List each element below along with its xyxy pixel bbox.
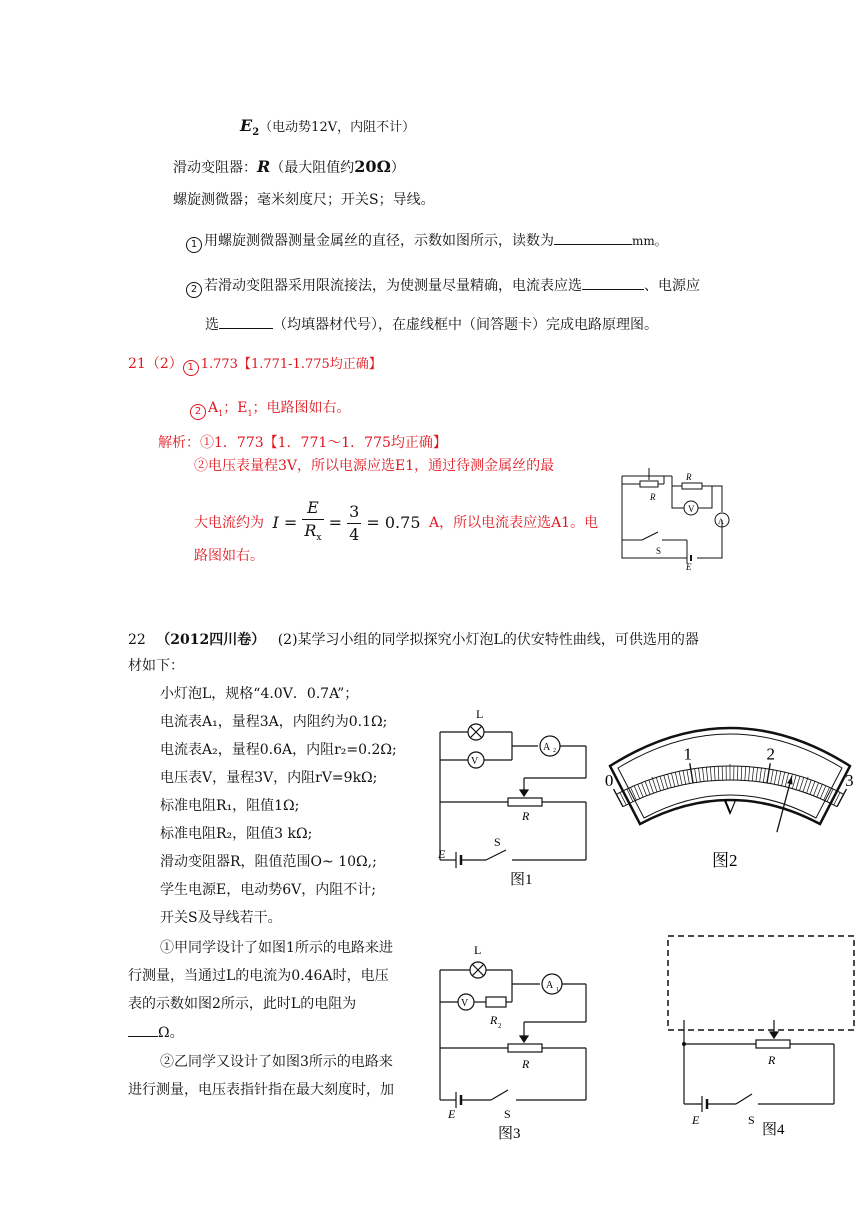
ans-label-R: R bbox=[650, 492, 656, 502]
figure-2-voltmeter bbox=[600, 708, 860, 888]
meter-tick bbox=[785, 773, 788, 787]
formula-3: 3 bbox=[347, 501, 361, 524]
fig3-label-R: R bbox=[522, 1057, 530, 1071]
meter-tick bbox=[679, 771, 682, 785]
list-item: 滑动变阻器R，阻值范围O~ 10Ω,; bbox=[160, 854, 377, 870]
meter-tick bbox=[778, 771, 781, 785]
q1-number-circle: 1 bbox=[186, 237, 202, 253]
fig3-label-S: S bbox=[504, 1107, 511, 1121]
meter-tick bbox=[683, 771, 686, 785]
fig1-label-L: L bbox=[476, 707, 484, 721]
explanation-line2: ②电压表量程3V，所以电源应选E1，通过待测金属丝的最 bbox=[194, 458, 555, 474]
meter-unit: V bbox=[722, 794, 738, 819]
q22-header bbox=[128, 630, 699, 650]
rheo-desc-a: （最大阻值约 bbox=[270, 160, 355, 176]
answer21-line1 bbox=[128, 354, 382, 376]
meter-tick bbox=[763, 769, 765, 783]
fig1-label-R: R bbox=[522, 809, 530, 823]
figure-1-circuit bbox=[436, 702, 596, 892]
meter-needle bbox=[777, 776, 792, 832]
expl-label: 解析： bbox=[158, 435, 200, 451]
list-item: 电压表V，量程3V，内阻rV=9kΩ; bbox=[160, 770, 378, 786]
formula-x: x bbox=[316, 533, 322, 544]
expl-3b: A，所以电流表应选A1。电 bbox=[428, 515, 599, 532]
fig1-label-A2: A bbox=[543, 742, 551, 753]
fig4-label-S: S bbox=[748, 1113, 755, 1127]
meter-tick bbox=[745, 767, 746, 781]
svg-text:2: 2 bbox=[498, 1022, 502, 1030]
meter-tick bbox=[741, 766, 742, 780]
q2-line2 bbox=[205, 314, 658, 335]
fig1-label-S: S bbox=[494, 835, 501, 849]
q1-answer-blank[interactable] bbox=[554, 230, 632, 245]
q2-text-b: 、电源应 bbox=[644, 278, 700, 294]
meter-tick bbox=[702, 768, 704, 782]
a2-number-circle: 2 bbox=[190, 404, 206, 420]
ans-label-Rx: R bbox=[686, 472, 692, 482]
list-item: 标准电阻R₁，阻值1Ω; bbox=[160, 798, 300, 814]
list-item: 电流表A₁，量程3A，内阻约为0.1Ω; bbox=[160, 714, 388, 730]
meter-tick bbox=[714, 767, 715, 781]
fig4-caption: 图4 bbox=[762, 1122, 785, 1138]
figure-3-circuit bbox=[436, 940, 596, 1145]
figure-4-circuit bbox=[664, 932, 856, 1144]
fig3-label-A1: A bbox=[546, 980, 554, 991]
meter-tick bbox=[645, 781, 650, 794]
meter-tick bbox=[774, 771, 777, 785]
answer21-line2 bbox=[190, 398, 351, 424]
meter-tick bbox=[752, 767, 753, 781]
rheo-symbol: R bbox=[257, 157, 271, 176]
ans-label-E: E bbox=[686, 562, 692, 572]
q2-ammeter-blank[interactable] bbox=[582, 275, 644, 290]
e2-line bbox=[240, 116, 415, 143]
fig3-label-R2: R bbox=[490, 1013, 498, 1027]
ans-label-V: V bbox=[688, 504, 695, 514]
a2-sub-a: 1 bbox=[218, 408, 224, 418]
meter-tick bbox=[687, 770, 689, 784]
tools-line: 螺旋测微器；毫米刻度尺；开关S；导线。 bbox=[173, 192, 435, 208]
q2-source-blank[interactable] bbox=[219, 314, 273, 329]
a1-number-circle: 1 bbox=[183, 360, 199, 376]
ans-label-A: A bbox=[718, 517, 724, 526]
formula-4: 4 bbox=[349, 524, 360, 544]
e2-desc: （电动势12V，内阻不计） bbox=[259, 120, 416, 135]
p1-line-c: 表的示数如图2所示，此时L的电阻为 bbox=[128, 996, 357, 1012]
fig1-label-V: V bbox=[471, 756, 479, 767]
meter-tick bbox=[810, 781, 815, 794]
formula-E: E bbox=[302, 497, 323, 520]
explanation-line3 bbox=[194, 497, 598, 549]
meter-tick bbox=[749, 767, 750, 781]
fig3-label-L: L bbox=[474, 943, 482, 957]
p1-line-a: ①甲同学设计了如图1所示的电路来进 bbox=[160, 940, 393, 956]
meter-tick bbox=[668, 774, 672, 788]
expl-1: ①1．773【1．771～1．775均正确】 bbox=[200, 435, 447, 451]
fig1-caption: 图1 bbox=[510, 872, 533, 888]
meter-tick-label: 0 bbox=[604, 770, 614, 790]
current-formula: I = $\frac{E}{R_x}$ = $\frac{3}{4}$ = 0.75 bbox=[272, 497, 420, 549]
meter-tick bbox=[760, 768, 762, 782]
rheo-desc-b: ） bbox=[390, 160, 405, 176]
fig3-label-V: V bbox=[461, 998, 469, 1009]
resistance-blank[interactable] bbox=[128, 1022, 158, 1037]
meter-tick bbox=[806, 780, 811, 793]
p2-line-b: 进行测量，电压表指针指在最大刻度时，加 bbox=[128, 1082, 394, 1098]
e2-sub: 2 bbox=[252, 126, 260, 138]
fig2-caption: 图2 bbox=[712, 851, 738, 870]
explanation-line1 bbox=[158, 433, 447, 453]
meter-tick bbox=[671, 773, 674, 787]
meter-tick bbox=[690, 763, 693, 783]
expl-3a: 大电流约为 bbox=[194, 515, 264, 532]
q22-number: 22 bbox=[128, 632, 146, 648]
meter-tick bbox=[792, 775, 796, 788]
q2-line2-a: 选 bbox=[205, 317, 219, 333]
formula-frac-ER bbox=[302, 497, 323, 549]
meter-tick bbox=[656, 777, 660, 790]
meter-tick bbox=[699, 768, 701, 782]
fig4-label-R: R bbox=[768, 1053, 776, 1067]
svg-text:2: 2 bbox=[553, 748, 556, 754]
p1-line-d bbox=[128, 1022, 184, 1043]
q1-text: 用螺旋测微器测量金属丝的直径，示数如图所示，读数为 bbox=[204, 233, 554, 249]
e2-symbol: E bbox=[240, 116, 253, 135]
a2-sub-b: 1 bbox=[247, 408, 253, 418]
list-item: 学生电源E，电动势6V，内阻不计; bbox=[160, 882, 376, 898]
formula-Rx: R bbox=[304, 521, 317, 540]
meter-tick bbox=[767, 763, 770, 783]
q22-intro: (2)某学习小组的同学拟探究小灯泡L的伏安特性曲线，可供选用的器 bbox=[277, 632, 699, 648]
meter-tick bbox=[796, 776, 800, 789]
q22-source: （2012四川卷） bbox=[156, 632, 266, 648]
meter-tick bbox=[652, 777, 657, 792]
p1-line-b: 行测量，当通过L的电流为0.46A时，电压 bbox=[128, 968, 389, 984]
a2-text-a: A bbox=[208, 400, 219, 416]
q2-line2-b: （均填器材代号），在虚线框中（间答题卡）完成电路原理图。 bbox=[273, 317, 658, 333]
list-item: 开关S及导线若干。 bbox=[160, 910, 282, 926]
ans-label-S: S bbox=[656, 546, 662, 556]
q1-line bbox=[186, 230, 667, 253]
q2-text: 若滑动变阻器采用限流接法，为使测量尽量精确，电流表应选 bbox=[204, 278, 582, 294]
q1-unit: mm。 bbox=[632, 234, 667, 248]
explanation-line4: 路图如右。 bbox=[194, 548, 264, 564]
fig3-caption: 图3 bbox=[498, 1126, 521, 1142]
meter-tick bbox=[771, 770, 773, 784]
svg-text:1: 1 bbox=[556, 987, 559, 993]
meter-tick bbox=[799, 777, 803, 790]
a2-text-c: ；电路图如右。 bbox=[252, 400, 351, 416]
meter-tick bbox=[660, 776, 664, 789]
formula-value: = 0.75 bbox=[366, 513, 421, 533]
meter-tick bbox=[756, 768, 758, 782]
a1-text: 1.773【1.771-1.775均正确】 bbox=[200, 357, 382, 372]
q2-number-circle: 2 bbox=[186, 282, 202, 298]
answer21-circuit bbox=[612, 468, 742, 570]
list-item: 标准电阻R₂，阻值3 kΩ; bbox=[160, 826, 313, 842]
answer21-head: 21（2） bbox=[128, 356, 183, 372]
rheostat-line bbox=[173, 157, 405, 178]
formula-I: I bbox=[272, 513, 279, 533]
fig3-label-E: E bbox=[448, 1107, 456, 1121]
meter-tick bbox=[710, 767, 711, 781]
meter-tick bbox=[641, 783, 646, 796]
list-item: 电流表A₂，量程0.6A，内阻r₂=0.2Ω; bbox=[160, 742, 397, 758]
meter-tick-label: 3 bbox=[845, 770, 854, 790]
meter-tick bbox=[649, 780, 654, 793]
answer-dashed-box[interactable] bbox=[668, 936, 854, 1030]
formula-frac-34 bbox=[347, 501, 361, 546]
meter-tick bbox=[695, 769, 697, 783]
rheo-value: 20Ω bbox=[354, 157, 391, 176]
a2-text-b: ；E bbox=[223, 400, 248, 416]
meter-tick bbox=[706, 767, 707, 781]
meter-tick bbox=[664, 775, 668, 788]
fig1-label-E: E bbox=[438, 847, 446, 861]
p2-line-a: ②乙同学又设计了如图3所示的电路来 bbox=[160, 1054, 393, 1070]
meter-tick bbox=[813, 783, 818, 796]
q2-line bbox=[186, 275, 700, 298]
meter-tick bbox=[782, 772, 785, 786]
p1-unit: Ω。 bbox=[158, 1025, 184, 1041]
meter-tick-label: 1 bbox=[683, 744, 692, 764]
list-item: 小灯泡L，规格“4.0V．0.7A”； bbox=[160, 686, 359, 702]
meter-tick bbox=[803, 777, 808, 792]
q22-intro2: 材如下： bbox=[128, 658, 184, 674]
fig4-label-E: E bbox=[692, 1113, 700, 1127]
meter-tick bbox=[718, 766, 719, 780]
rheo-label: 滑动变阻器： bbox=[173, 160, 257, 176]
meter-tick-label: 2 bbox=[766, 744, 776, 764]
meter-tick bbox=[675, 772, 678, 786]
